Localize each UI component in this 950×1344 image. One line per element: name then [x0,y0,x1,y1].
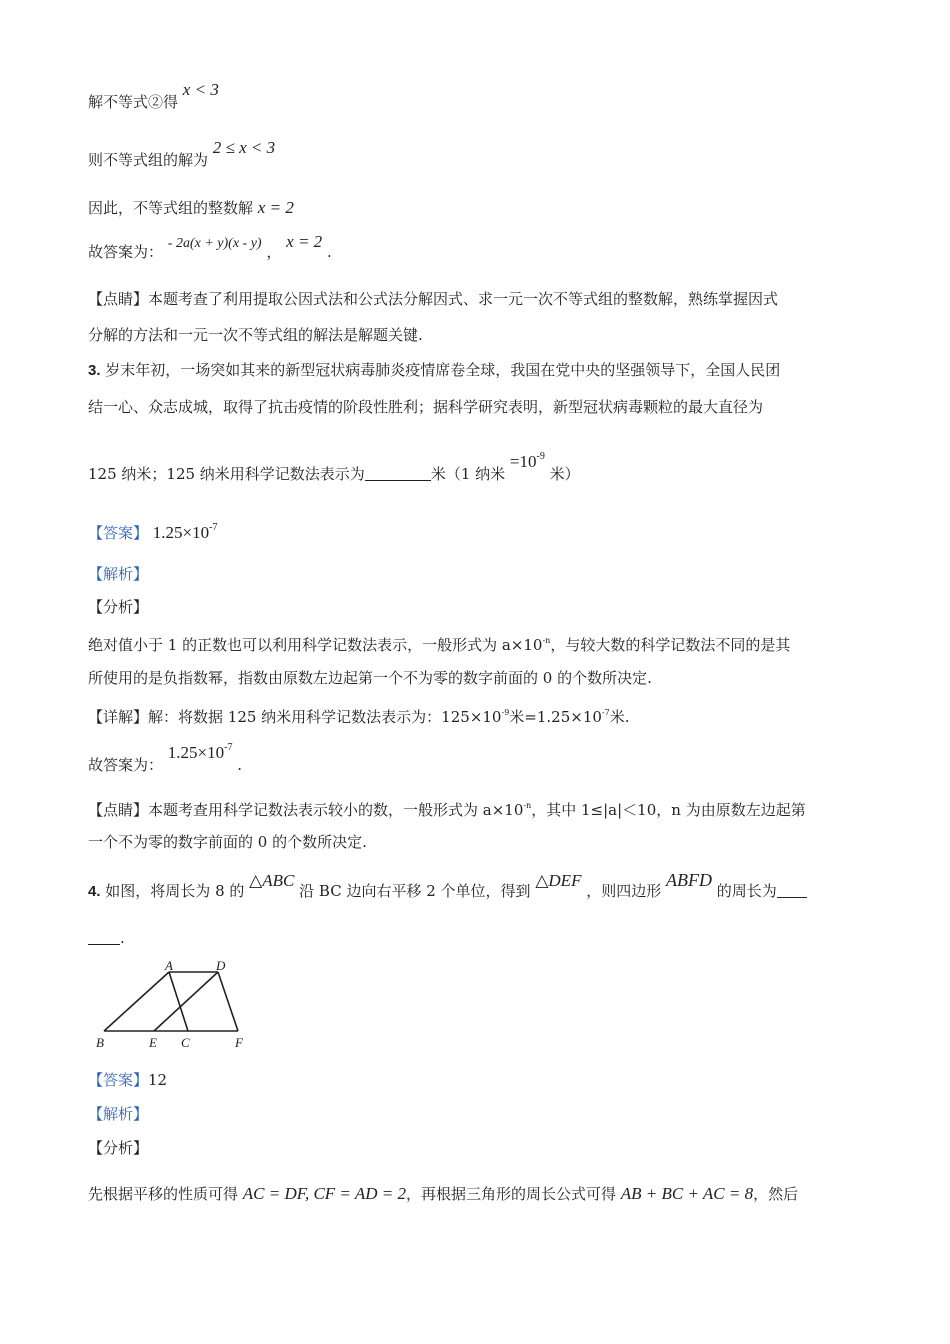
q3-xiangjie-a: 解：将数据 125 纳米用科学记数法表示为：125×10 [148,708,502,726]
q3-text3a: 125 纳米；125 纳米用科学记数法表示为 [88,465,365,483]
line-ab [104,972,169,1031]
answer-end: . [326,243,332,261]
label-f: F [235,1035,243,1050]
system-solution-line [88,138,868,170]
line-df [218,972,238,1031]
q4-fenxi-math1: AC = DF, CF = AD = 2 [242,1184,406,1203]
q3-xiangjie-tag: 【详解】 [88,708,149,726]
q3-fenxi-line [88,597,868,617]
q3-answer-blank [365,464,431,481]
q4-fenxi-tag-line [88,1138,868,1158]
q3-line2 [88,397,868,417]
q4-fenxi-c: ，然后 [753,1185,799,1203]
q3-final-line [88,742,868,775]
q3-text2: 结一心、众志成城，取得了抗击疫情的阶段性胜利；据科学研究表明，新型冠状病毒颗粒的最大直径为 [88,398,764,416]
q4-fenxi-text-line [88,1184,868,1204]
q4-line2 [88,928,868,948]
q4-answer-blank-2 [88,928,120,945]
q3-dianjing2: 一个不为零的数字前面的 0 的个数所决定. [88,833,367,851]
q3-line3 [88,451,868,484]
q3-unit-math [510,452,545,471]
q4-answer-blank-1 [777,881,807,898]
answer-label: 故答案为： [88,243,164,261]
q3-dianjing-line2 [88,832,868,852]
q4-triangle-def: △DEF [535,871,582,890]
q3-answer-tag: 【答案】 [88,524,149,542]
q3-xiangjie-b: 米=1.25×10 [509,708,602,726]
label-c: C [181,1035,190,1050]
q3-fenxi2: 所使用的是负指数幂，指数由原数左边起第一个不为零的数字前面的 0 的个数所决定. [88,669,652,687]
system-solution-text: 则不等式组的解为 [88,151,209,169]
q3-jiexi-line [88,564,868,584]
q4-answer-value: 12 [148,1071,168,1089]
q3-dianjing1a: 本题考查用科学记数法表示较小的数，一般形式为 a×10 [148,801,524,819]
q4-text1c: ，则四边形 [586,882,662,900]
ineq2-text: 解不等式②得 [88,93,179,111]
q4-answer-line [88,1070,868,1090]
q3-fenxi-text1 [88,631,868,655]
answer-factorization: - 2a(x + y)(x - y) [167,236,262,251]
q3-final-value: 1.25×10 [167,743,225,762]
q4-text1b: 沿 BC 边向右平移 2 个单位，得到 [299,882,531,900]
q3-answer-line [88,518,868,543]
comment1-text2: 分解的方法和一元一次不等式组的解法是解题关键. [88,326,423,344]
answer-integer: x = 2 [286,232,323,251]
line-de [154,972,218,1031]
comment1-line1 [88,289,868,309]
answer-separator: ， [266,243,282,261]
q3-answer-math [153,523,218,542]
q3-final-end: . [237,756,243,774]
q3-unit-exp: -9 [536,451,545,462]
integer-solution-line [88,198,868,218]
q4-text1a: 如图，将周长为 8 的 [105,882,245,900]
answer-line-q2 [88,232,868,264]
q4-fenxi-a: 先根据平移的性质可得 [88,1185,239,1203]
comment1-tag: 【点睛】 [88,290,149,308]
q4-number: 4. [88,883,101,900]
q3-final-label: 故答案为： [88,756,164,774]
q4-quadrilateral: ABFD [666,870,713,890]
q3-jiexi-tag: 【解析】 [88,565,149,583]
q3-final-math [168,743,233,762]
q3-fenxi1-exp: -n [542,636,551,645]
label-b: B [96,1035,104,1050]
figure-lines [104,972,238,1031]
q3-answer-exp: -7 [209,522,218,533]
q3-dianjing1b: ，其中 1≤|a|＜10，n 为由原数左边起第 [531,801,806,819]
integer-solution-text: 因此，不等式组的整数解 [88,199,254,217]
q3-line1 [88,360,868,381]
q4-jiexi-line [88,1104,868,1124]
q4-answer-tag: 【答案】 [88,1071,149,1089]
q3-number: 3. [88,362,101,379]
q3-fenxi1a: 绝对值小于 1 的正数也可以利用科学记数法表示，一般形式为 a×10 [88,636,543,654]
q3-text1: 岁末年初，一场突如其来的新型冠状病毒肺炎疫情席卷全球，我国在党中央的坚强领导下，全国人民团 [105,361,781,379]
parallelogram-figure [92,958,262,1054]
q3-xiangjie-exp1: -9 [501,708,510,717]
label-d: D [216,958,226,973]
q4-fenxi-math2: AB + BC + AC = 8 [620,1184,754,1203]
q3-unit-base: =10 [509,452,537,471]
ineq2-math: x < 3 [182,80,219,99]
q4-line1 [88,870,868,902]
label-a: A [165,958,173,973]
comment1-line2 [88,325,868,345]
q4-fenxi-b: ，再根据三角形的周长公式可得 [405,1185,616,1203]
q3-fenxi-tag: 【分析】 [88,598,149,616]
q3-dianjing1-exp: -n [523,801,532,810]
q3-final-exp: -7 [224,742,233,753]
q3-dianjing-tag: 【点睛】 [88,801,149,819]
q4-fenxi-tag: 【分析】 [88,1139,149,1157]
q3-dianjing-line1 [88,796,868,820]
q4-line2-end: . [120,929,125,947]
q4-text1d: 的周长为 [716,882,777,900]
q3-text3c: 米） [549,465,580,483]
q3-xiangjie-c: 米. [609,708,630,726]
q3-xiangjie-line [88,703,868,727]
ineq2-solution-line [88,80,868,112]
q3-answer-value: 1.25×10 [152,523,210,542]
q3-text3b: 米（1 纳米 [430,465,506,483]
label-e: E [149,1035,157,1050]
integer-solution-math: x = 2 [257,198,294,217]
q3-xiangjie-exp2: -7 [601,708,610,717]
comment1-text1: 本题考查了利用提取公因式法和公式法分解因式、求一元一次不等式组的整数解，熟练掌握因式 [148,290,779,308]
q3-fenxi-text2 [88,668,868,688]
q4-triangle-abc: △ABC [249,871,295,890]
system-solution-math: 2 ≤ x < 3 [212,138,276,157]
q3-fenxi1b: ，与较大数的科学记数法不同的是其 [550,636,791,654]
q4-jiexi-tag: 【解析】 [88,1105,149,1123]
